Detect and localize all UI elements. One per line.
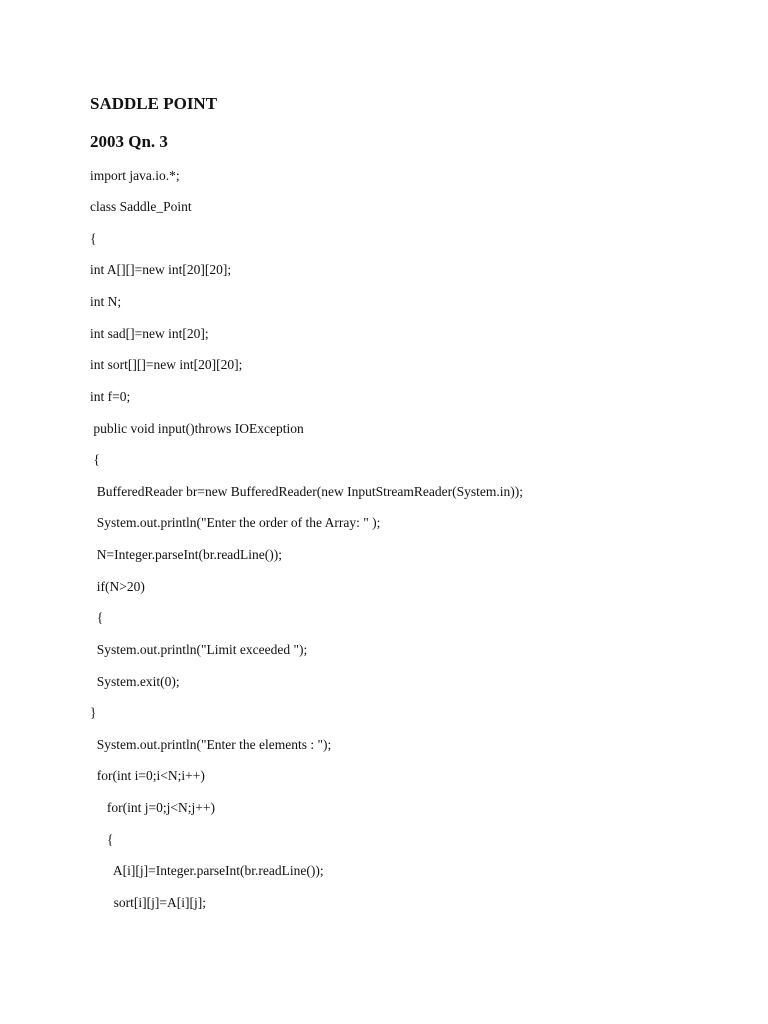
code-line: sort[i][j]=A[i][j];: [90, 895, 206, 910]
code-line: import java.io.*;: [90, 168, 180, 183]
code-line: BufferedReader br=new BufferedReader(new InputStreamReader(System.in));: [90, 484, 523, 499]
code-line: for(int j=0;j<N;j++): [90, 800, 215, 815]
code-line: int sad[]=new int[20];: [90, 326, 209, 341]
code-line: for(int i=0;i<N;i++): [90, 768, 205, 783]
document-subtitle: 2003 Qn. 3: [90, 132, 168, 151]
code-line: public void input()throws IOException: [90, 421, 304, 436]
code-line: int N;: [90, 294, 122, 309]
code-line: class Saddle_Point: [90, 199, 192, 214]
code-line: {: [90, 231, 97, 246]
code-line: {: [90, 452, 100, 467]
code-line: System.out.println("Enter the elements : ");: [90, 737, 332, 752]
document-title: SADDLE POINT: [90, 94, 218, 113]
code-line: N=Integer.parseInt(br.readLine());: [90, 547, 283, 562]
code-line: if(N>20): [90, 579, 145, 594]
code-line: System.out.println("Limit exceeded ");: [90, 642, 308, 657]
code-line: int f=0;: [90, 389, 131, 404]
code-line: {: [90, 832, 114, 847]
code-line: System.out.println("Enter the order of the Array: " );: [90, 515, 381, 530]
code-line: A[i][j]=Integer.parseInt(br.readLine());: [90, 863, 324, 878]
code-line: }: [90, 705, 97, 720]
code-line: System.exit(0);: [90, 674, 180, 689]
code-line: {: [90, 610, 104, 625]
code-line: int sort[][]=new int[20][20];: [90, 357, 243, 372]
code-line: int A[][]=new int[20][20];: [90, 262, 232, 277]
